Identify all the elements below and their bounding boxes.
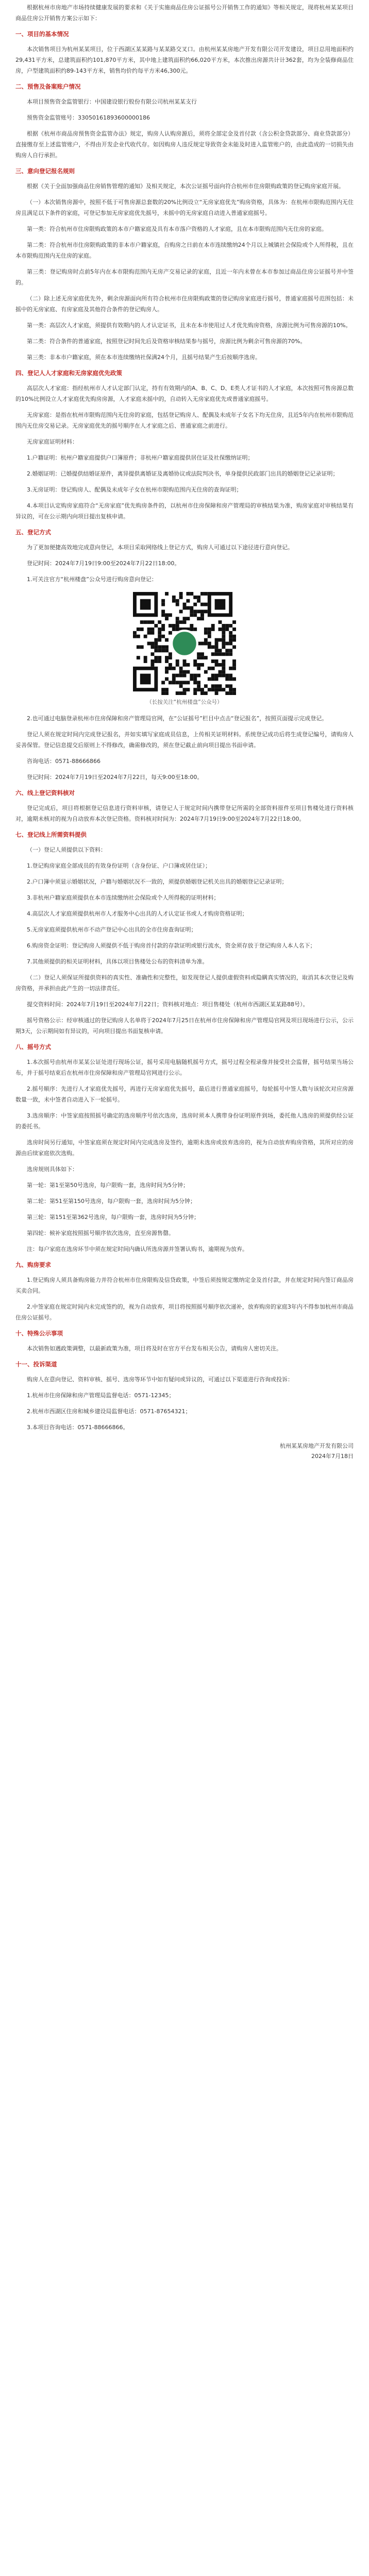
paragraph: 5.无房家庭须提供杭州市不动产登记中心出具的全市住房查询证明；	[27, 926, 197, 933]
section-heading: 七、登记线上所需资料提供	[15, 831, 87, 838]
paragraph: 第二轮：第51至第150号选房，每户限购一套，选房时间为5分钟；	[27, 1198, 196, 1205]
paragraph: 4.本项目认定购房家庭符合“无房家庭”优先购房条件的，以杭州市住房保障和房产管理局的审核结果为准，购房家庭对审核结果有异议的，可在公示期内向项目提出复核申请。	[15, 502, 354, 520]
paragraph: （一）本次销售房源中，按照不低于可售房源总套数的20%比例设立“无房家庭优先”购房资格，具体为：在杭州市限购范围内无住房且满足以下条件的家庭，可登记参加无房家庭优先摇号，未摇中的无房家庭自动进入普通家庭摇号。	[15, 199, 354, 216]
paragraph: （二）除上述无房家庭优先外，剩余房源面向所有符合杭州市住房限购政策的登记购房家庭进行摇号，普通家庭摇号范围包括：未摇中的无房家庭、有房家庭及其他符合条件的登记购房人。	[15, 295, 354, 313]
section-heading: 十一、投诉渠道	[15, 1361, 57, 1368]
qr-code-block	[15, 592, 354, 706]
paragraph: 第一类：符合杭州市住房限购政策的本市户籍家庭及具有本市落户资格的人才家庭，且在本市限购范围内无住房的家庭。	[27, 226, 327, 232]
section-heading: 九、购房要求	[15, 1261, 51, 1268]
paragraph: 3.非杭州户籍家庭须提供在本市连续缴纳社会保险或个人所得税的证明材料；	[27, 894, 220, 901]
paragraph: 3.本项目咨询电话：0571-88666866。	[27, 1424, 129, 1431]
qr-caption: （长按关注“杭州楼盘”公众号）	[146, 699, 223, 705]
paragraph: 1.登记购房家庭全部成员的有效身份证明（含身份证、户口簿或居住证）；	[27, 862, 211, 869]
paragraph: 第二类：符合杭州市住房限购政策的非本市户籍家庭，自购房之日前在本市连续缴纳24个月以上城镇社会保险或个人所得税，且在本市限购范围内无住房的家庭。	[15, 242, 354, 259]
section-heading: 四、登记人人才家庭和无房家庭优先政策	[15, 369, 122, 377]
intro-paragraph: 根据杭州市房地产市场持续健康发展的要求和《关于实施商品住房公证摇号公开销售工作的通知》等相关规定，现将杭州某某项目商品住房公开销售方案公示如下：	[15, 4, 354, 22]
section-heading: 十、特殊公示事项	[15, 1330, 63, 1337]
paragraph: 2.户口簿中须显示婚姻状况，户籍与婚姻状况不一致的，须提供婚姻登记机关出具的婚姻登记记录证明；	[27, 878, 288, 885]
paragraph: 选房规则具体如下：	[27, 1166, 78, 1173]
paragraph: 1.登记购房人须具备购房能力并符合杭州市住房限购及信贷政策，中签后须按规定缴纳定金及首付款，并在规定时间内签订商品房买卖合同。	[15, 1277, 354, 1294]
section-heading: 六、线上登记资料核对	[15, 789, 75, 796]
paragraph: 1.户籍证明：杭州户籍家庭提供户口簿原件；非杭州户籍家庭提供居住证及社保缴纳证明；	[27, 454, 254, 461]
paragraph: 根据《关于全面加强商品住房销售管理的通知》及相关规定，本次公证摇号面向符合杭州市住房限购政策的登记购房家庭开展。	[27, 183, 344, 190]
paragraph: 1.本次摇号由杭州市某某公证处进行现场公证，摇号采用电脑随机摇号方式，摇号过程全程录像并接受社会监督，摇号结果当场公布，并于摇号结束后在杭州市住房保障和房产管理局官网进行公示。	[15, 1059, 354, 1076]
paragraph: 注：每户家庭在选房环节中须在规定时间内确认所选房源并签署认购书，逾期视为放弃。	[27, 1246, 248, 1252]
logo-icon	[172, 631, 197, 656]
paragraph: 预售资金监管账号：33050161893600000186	[27, 114, 150, 121]
paragraph: 根据《杭州市商品房预售资金监管办法》规定，购房人认购房源后，须将全部定金及首付款（含公积金贷款部分、商业贷款部分）直接缴存至上述监管账户，不得由开发企业代收代存。如因购房人违反规定导致资金未能及时进入监管账户的，由此造成的一切损失由购房人自行承担。	[15, 130, 354, 159]
paragraph: 高层次人才家庭：指经杭州市人才认定部门认定，持有有效期内的A、B、C、D、E类人才证书的人才家庭，本次按照可售房源总数的10%比例设立人才家庭优先购房房源，人才家庭未摇中的，自动转入无房家庭优先或普通家庭摇号。	[15, 385, 354, 402]
paragraph: 2.杭州市西湖区住房和城乡建设局监督电话：0571-87654321；	[27, 1408, 191, 1415]
section-heading: 五、登记方式	[15, 529, 51, 536]
paragraph: 第二类：符合条件的普通家庭，按照登记时间先后及资格审核结果参与摇号，房源比例为剩余可售房源的70%。	[27, 338, 306, 345]
paragraph: （二）登记人须保证所提供资料的真实性、准确性和完整性，如发现登记人提供虚假资料或隐瞒真实情况的，取消其本次登记及购房资格，并承担由此产生的一切法律责任。	[15, 974, 354, 992]
paragraph: 2.也可通过电脑登录杭州市住房保障和房产管理局官网，在“公证摇号”栏目中点击“登记报名”，按照页面提示完成登记。	[27, 715, 328, 722]
qr-code-image	[133, 592, 236, 695]
section-heading: 三、意向登记报名规则	[15, 167, 75, 175]
paragraph: 无房家庭证明材料：	[27, 438, 78, 445]
paragraph: 选房时间另行通知，中签家庭须在规定时间内完成选房及签约，逾期未选房或放弃选房的，视为自动放弃购房资格，其所对应的房源由后续家庭依次选购。	[15, 1139, 354, 1157]
paragraph: 咨询电话：0571-88666866	[27, 758, 100, 765]
signature-date: 2024年7月18日	[311, 1453, 354, 1460]
signature-company: 杭州某某房地产开发有限公司	[280, 1443, 354, 1449]
paragraph: 本项目预售资金监管银行：中国建设银行股份有限公司杭州某某支行	[27, 98, 197, 105]
paragraph: 登记时间：2024年7月19日至2024年7月22日，每天9:00至18:00。	[27, 774, 203, 781]
paragraph: 3.选房顺序：中签家庭按照摇号确定的选房顺序号依次选房，选房时须本人携带身份证明原件到场，委托他人选房的须提供经公证的委托书。	[15, 1112, 354, 1130]
section-heading: 二、预售及备案账户情况	[15, 83, 81, 90]
paragraph: 2.中签家庭在规定时间内未完成签约的，视为自动放弃，项目将按照摇号顺序依次递补，放弃购房的家庭3年内不得参加杭州市商品住房公证摇号。	[15, 1303, 354, 1321]
paragraph: 2.摇号顺序：先进行人才家庭优先摇号，再进行无房家庭优先摇号，最后进行普通家庭摇号，每轮摇号中签人数与该轮次对应房源数量一致，未中签者自动进入下一轮摇号。	[15, 1086, 354, 1103]
paragraph: 为了更加便捷高效地完成意向登记，本项目采取网络线上登记方式，购房人可通过以下途径进行意向登记。	[27, 544, 293, 551]
section-heading: 一、项目的基本情况	[15, 30, 69, 38]
paragraph: 摇号资格公示：经审核通过的登记购房人名单将于2024年7月25日在杭州市住房保障和房产管理局官网及项目现场进行公示，公示期3天，公示期间如有异议的，可向项目提出书面复核申请。	[15, 1017, 354, 1035]
section-heading: 八、摇号方式	[15, 1043, 51, 1050]
paragraph: 第四轮：候补家庭按照摇号顺序依次选房，直至房源售罄。	[27, 1230, 174, 1236]
paragraph: 登记完成后，项目将根据登记信息进行资料审核，请登记人于规定时间内携带登记所需的全部资料原件至项目售楼处进行资料核对，逾期未核对的视为自动放弃本次登记资格。资料核对时间为：2024年7月19日9:00至2024年7月22日18:00。	[15, 805, 354, 822]
paragraph: 第三轮：第151至第362号选房，每户限购一套，选房时间为5分钟；	[27, 1214, 199, 1221]
paragraph: 第三类：登记购房时点前5年内在本市限购范围内无房产交易记录的家庭，且近一年内未曾在本市参加过商品住房公证摇号并中签的。	[15, 268, 354, 286]
paragraph: 第一类：高层次人才家庭，须提供有效期内的人才认定证书，且未在本市使用过人才优先购房资格，房源比例为可售房源的10%。	[27, 322, 351, 329]
paragraph: 1.杭州市住房保障和房产管理局监督电话：0571-12345；	[27, 1392, 175, 1399]
paragraph: 购房人在意向登记、资料审核、摇号、选房等环节中如有疑问或异议的，可通过以下渠道进行咨询或投诉：	[27, 1376, 293, 1383]
signature-block	[15, 1441, 354, 1462]
paragraph: 3.无房证明：登记购房人、配偶及未成年子女在杭州市限购范围内无住房的查询证明；	[27, 486, 242, 493]
paragraph: 1.可关注官方“杭州楼盘”公众号进行购房意向登记：	[27, 576, 157, 583]
paragraph: 本次销售如遇政策调整，以最新政策为准，项目将及时在官方平台发布相关公告，请购房人密切关注。	[27, 1345, 282, 1352]
paragraph: 6.购房资金证明：登记购房人须提供不低于购房首付款的存款证明或银行流水，资金须存放于登记购房人本人名下；	[27, 942, 316, 949]
paragraph: 2.婚姻证明：已婚提供结婚证原件，离异提供离婚证及离婚协议或法院判决书，单身提供民政部门出具的婚姻登记记录证明；	[27, 470, 339, 477]
paragraph: 登记人须在规定时间内完成登记报名，并如实填写家庭成员信息，上传相关证明材料。系统登记成功后将生成登记编号，请购房人妥善保管。登记信息提交后原则上不得修改，确需修改的，须在登记截止前向项目提出书面申请。	[15, 731, 354, 749]
paragraph: 7.其他须提供的相关证明材料，具体以项目售楼处公布的资料清单为准。	[27, 958, 208, 965]
paragraph: 提交资料时间：2024年7月19日至2024年7月22日；资料核对地点：项目售楼处（杭州市西湖区某某路88号）。	[27, 1001, 309, 1008]
paragraph: 第一轮：第1至第50号选房，每户限购一套，选房时间为5分钟；	[27, 1182, 189, 1189]
paragraph: 登记时间：2024年7月19日9:00至2024年7月22日18:00。	[27, 560, 180, 567]
paragraph: 第三类：非本市户籍家庭，须在本市连续缴纳社保满24个月，且摇号结果产生后按顺序选房。	[27, 354, 261, 361]
paragraph: 本次销售项目为杭州某某项目，位于西湖区某某路与某某路交叉口。由杭州某某房地产开发有限公司开发建设，项目总用地面积约29,431平方米，总建筑面积约101,870平方米，其中地上建筑面积约66,020平方米，本次推出房源共计计362套，均为全装修商品住房，户型建筑面积约89-143平方米，销售均价约每平方米46,300元。	[15, 46, 354, 74]
paragraph: 无房家庭：是指在杭州市限购范围内无住房的家庭，包括登记购房人、配偶及未成年子女名下均无住房，且近5年内在杭州市限购范围内无住房交易记录。无房家庭优先的摇号顺序在人才家庭之后、普通家庭之前进行。	[15, 412, 354, 429]
paragraph: （一）登记人须提供以下资料：	[27, 846, 106, 853]
paragraph: 4.高层次人才家庭须提供杭州市人才服务中心出具的人才认定证书或人才购房资格证明；	[27, 910, 248, 917]
